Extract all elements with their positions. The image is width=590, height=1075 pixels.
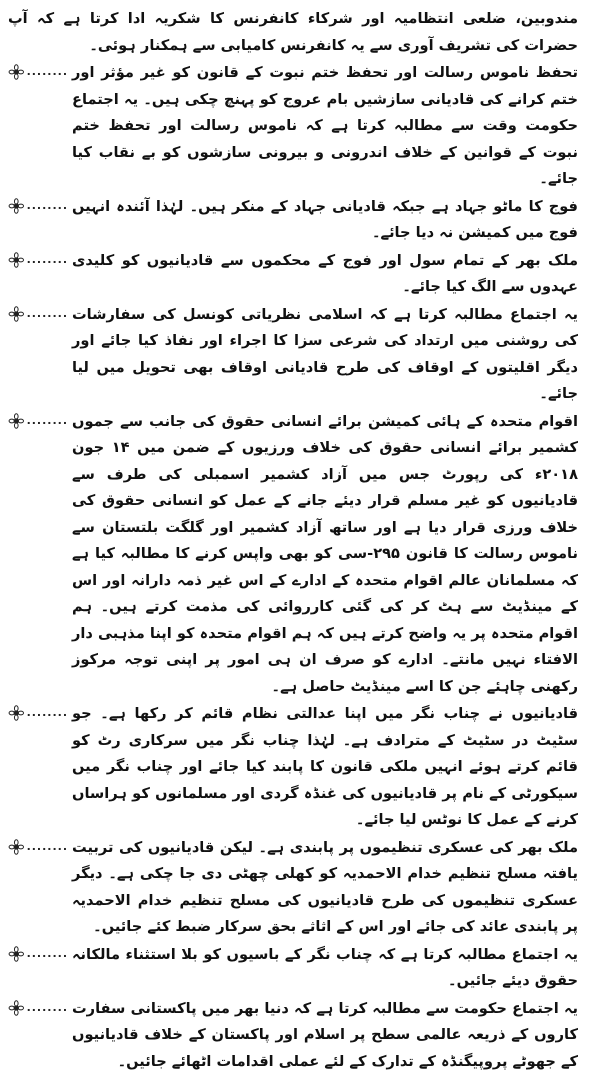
- bullet-marker: [8, 304, 68, 324]
- resolution-text: فوج کا ماٹو جہاد ہے جبکہ قادیانی جہاد کے منکر ہیں۔ لہٰذا آئندہ انہیں فوج میں کمیشن نہ دیا جائے۔: [72, 198, 578, 242]
- leader-dots: ........: [27, 412, 68, 430]
- bullet-marker: [8, 62, 68, 82]
- leader-dots: ........: [27, 251, 68, 269]
- resolution-list: [8, 60, 578, 1075]
- resolution-text: ملک بھر کی عسکری تنظیموں پر پابندی ہے۔ لیکن قادیانیوں کی تربیت یافتہ مسلح تنظیم خدام الاحمدیہ کو کھلی چھٹی دی جا چکی ہے۔ دیگر عسکری تنظیموں کی طرح قادیانیوں کی مسلح تنظیم خدام الاحمدیہ پر پابندی عائد کی جائے اور اس کے اثاثے بحق سرکار ضبط کئے جائیں۔: [72, 839, 578, 936]
- resolution-item: [8, 996, 578, 1075]
- resolution-text: تحفظ ناموس رسالت اور تحفظ ختم نبوت کے قانون کو غیر مؤثر اور ختم کرانے کی قادیانی سازشیں بام عروج کو پہنچ چکی ہیں۔ یہ اجتماع حکومت وقت سے مطالبہ کرتا ہے کہ ناموس رسالت اور تحفظ ختم نبوت کے قوانین کے خلاف اندرونی و بیرونی سازشوں کو بے نقاب کیا جائے۔: [72, 64, 578, 187]
- flower-bullet-icon: [8, 999, 25, 1017]
- resolution-text: ملک بھر کے تمام سول اور فوج کے محکموں سے قادیانیوں کو کلیدی عہدوں سے الگ کیا جائے۔: [72, 252, 578, 296]
- flower-bullet-icon: [8, 305, 25, 323]
- bullet-marker: [8, 196, 68, 216]
- bullet-marker: [8, 703, 68, 723]
- leader-dots: ........: [27, 945, 68, 963]
- flower-bullet-icon: [8, 412, 25, 430]
- intro-paragraph: مندوبین، ضلعی انتظامیہ اور شرکاء کانفرنس کا شکریہ ادا کرتا ہے کہ آپ حضرات کی تشریف آوری سے یہ کانفرنس کامیابی سے ہمکنار ہوئی۔: [8, 6, 578, 59]
- bullet-marker: [8, 998, 68, 1018]
- resolution-text: اقوام متحدہ کے ہائی کمیشن برائے انسانی حقوق کی جانب سے جموں کشمیر برائے انسانی حقوق کی خلاف ورزیوں کے ضمن میں ۱۴ جون ۲۰۱۸ء کی رپورٹ جس میں آزاد کشمیر اسمبلی کی طرف سے قادیانیوں کو غیر مسلم قرار دیئے جانے کے عمل کو انسانی حقوق کی خلاف ورزی قرار دیا ہے اور ساتھ آزاد کشمیر اور گلگت بلتستان سے ناموس رسالت کا قانون ۲۹۵-سی کو بھی واپس کرنے کا مطالبہ کیا ہے کہ مسلمانان عالم اقوام متحدہ کے ادارے کے اس غیر ذمہ دارانہ اور اس کے مینڈیٹ سے ہٹ کر کی گئی کارروائی کی مذمت کرتے ہیں۔ ہم اقوام متحدہ پر یہ واضح کرتے ہیں کہ ہم اقوام متحدہ کو اپنا مذہبی دار الافتاء نہیں مانتے۔ ادارے کو صرف ان ہی امور پر اپنی توجہ مرکوز رکھنی چاہئے جن کا اسے مینڈیٹ حاصل ہے۔: [72, 413, 578, 695]
- resolution-text: یہ اجتماع حکومت سے مطالبہ کرتا ہے کہ دنیا بھر میں پاکستانی سفارت کاروں کے ذریعہ عالمی سطح پر اسلام اور پاکستان کے خلاف قادیانیوں کے جھوٹے پروپیگنڈہ کے تدارک کے لئے عملی اقدامات اٹھائے جائیں۔: [72, 1000, 578, 1070]
- resolution-text: یہ اجتماع مطالبہ کرتا ہے کہ اسلامی نظریاتی کونسل کی سفارشات کی روشنی میں ارتداد کی شرعی سزا کا اجراء اور نفاذ کیا جائے اور دیگر اقلیتوں کے اوقاف کی طرح قادیانی اوقاف بھی تحویل میں لیا جائے۔: [72, 306, 578, 403]
- flower-bullet-icon: [8, 838, 25, 856]
- leader-dots: ........: [27, 704, 68, 722]
- resolution-item: [8, 701, 578, 834]
- resolution-item: [8, 194, 578, 247]
- resolution-text: قادیانیوں نے چناب نگر میں اپنا عدالتی نظام قائم کر رکھا ہے۔ جو سٹیٹ در سٹیٹ کے مترادف ہے۔ لہٰذا چناب نگر میں سرکاری رٹ کو قائم کرتے ہوئے انہیں ملکی قانون کا پابند کیا جائے اور چناب نگر میں سیکورٹی کے نام پر قادیانیوں کی غنڈہ گردی اور مسلمانوں کو ہراساں کرنے کے عمل کا نوٹس لیا جائے۔: [72, 705, 578, 828]
- resolution-item: [8, 409, 578, 701]
- bullet-marker: [8, 944, 68, 964]
- bullet-marker: [8, 411, 68, 431]
- flower-bullet-icon: [8, 197, 25, 215]
- flower-bullet-icon: [8, 63, 25, 81]
- leader-dots: ........: [27, 63, 68, 81]
- bullet-marker: [8, 837, 68, 857]
- leader-dots: ........: [27, 197, 68, 215]
- resolution-item: [8, 302, 578, 408]
- leader-dots: ........: [27, 305, 68, 323]
- leader-dots: ........: [27, 999, 68, 1017]
- leader-dots: ........: [27, 838, 68, 856]
- flower-bullet-icon: [8, 704, 25, 722]
- flower-bullet-icon: [8, 945, 25, 963]
- flower-bullet-icon: [8, 251, 25, 269]
- resolution-item: [8, 835, 578, 941]
- resolution-item: [8, 248, 578, 301]
- resolution-item: [8, 60, 578, 193]
- resolution-text: یہ اجتماع مطالبہ کرتا ہے کہ چناب نگر کے باسیوں کو بلا استثناء مالکانہ حقوق دیئے جائیں۔: [72, 946, 578, 990]
- resolution-item: [8, 942, 578, 995]
- bullet-marker: [8, 250, 68, 270]
